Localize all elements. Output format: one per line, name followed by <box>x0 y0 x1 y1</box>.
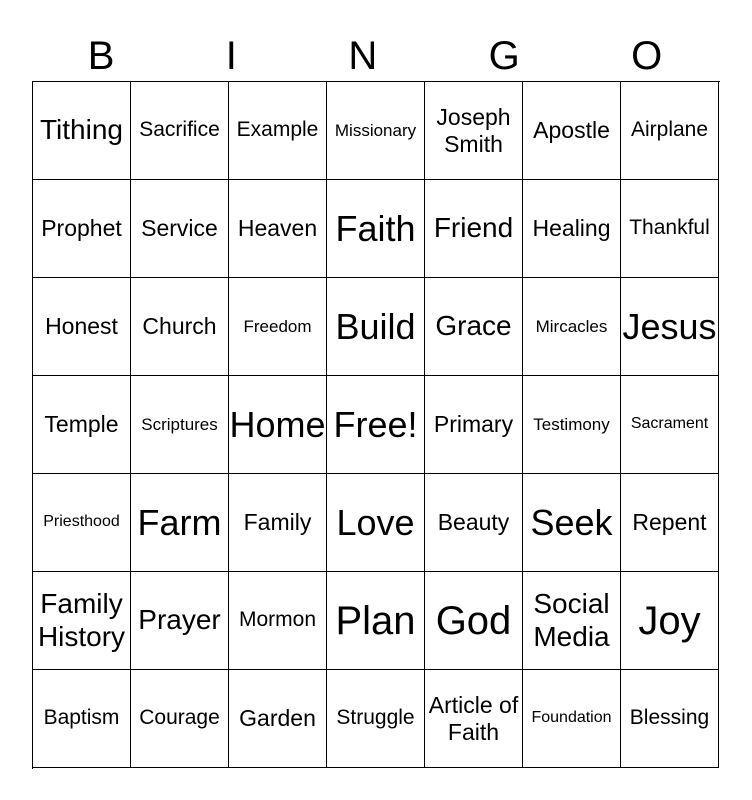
bingo-cell-text: Joy <box>638 598 701 643</box>
bingo-cell-text: Struggle <box>336 706 415 730</box>
bingo-cell-text: Farm <box>137 501 222 543</box>
bingo-cell-text: Friend <box>433 212 514 244</box>
bingo-cell[interactable] <box>33 82 131 180</box>
bingo-cell[interactable] <box>131 180 229 278</box>
bingo-cell-text: Blessing <box>629 706 710 730</box>
bingo-cell[interactable] <box>523 572 621 670</box>
bingo-cell-text: Temple <box>44 411 119 438</box>
bingo-cell-text: Free! <box>333 403 418 445</box>
header-letter-i: I <box>225 34 237 78</box>
bingo-cell[interactable] <box>621 278 719 376</box>
bingo-cell[interactable] <box>327 572 425 670</box>
bingo-cell-text: Courage <box>139 706 220 730</box>
bingo-cell-text: Build <box>335 305 416 347</box>
bingo-cell-text: Family <box>243 509 312 536</box>
bingo-cell[interactable] <box>425 474 523 572</box>
bingo-cell-text: Example <box>236 118 319 142</box>
bingo-cell-text: Beauty <box>437 509 510 536</box>
bingo-cell[interactable] <box>327 670 425 768</box>
bingo-cell-text: Mircacles <box>535 316 608 336</box>
bingo-cell[interactable] <box>425 180 523 278</box>
bingo-cell-text: Love <box>336 501 415 543</box>
bingo-cell-text: Church <box>142 313 217 340</box>
bingo-cell[interactable] <box>33 376 131 474</box>
bingo-cell-text: Seek <box>530 501 613 543</box>
bingo-cell[interactable] <box>621 376 719 474</box>
bingo-cell-text: Article of Faith <box>428 692 519 745</box>
bingo-cell-text: Tithing <box>39 114 123 146</box>
bingo-cell-text: Sacrament <box>630 415 709 433</box>
bingo-cell-text: Prayer <box>138 604 221 636</box>
bingo-cell[interactable] <box>523 670 621 768</box>
bingo-cell[interactable] <box>621 572 719 670</box>
bingo-cell-text: Grace <box>435 310 512 342</box>
bingo-cell-text: Apostle <box>533 117 610 144</box>
bingo-cell-text: Airplane <box>630 118 709 142</box>
bingo-cell-text: Garden <box>239 705 316 732</box>
bingo-cell[interactable] <box>327 180 425 278</box>
bingo-cell-text: Testimony <box>533 414 610 434</box>
bingo-cell-text: Repent <box>632 509 707 536</box>
bingo-cell-text: Freedom <box>243 316 312 336</box>
bingo-cell-text: Baptism <box>43 706 120 730</box>
bingo-cell-text: God <box>435 598 512 643</box>
bingo-cell-text: Social Media <box>533 588 610 652</box>
bingo-cell-text: Heaven <box>237 215 318 242</box>
bingo-cell-text: Faith <box>335 207 416 249</box>
bingo-card-grid <box>32 81 720 769</box>
bingo-cell[interactable] <box>131 376 229 474</box>
bingo-cell[interactable] <box>621 82 719 180</box>
bingo-cell[interactable] <box>621 180 719 278</box>
bingo-cell-text: Jesus <box>622 305 717 347</box>
bingo-cell[interactable] <box>229 670 327 768</box>
bingo-cell-text: Prophet <box>41 215 122 242</box>
bingo-cell[interactable] <box>425 670 523 768</box>
bingo-cell-text: Missionary <box>334 120 417 140</box>
bingo-cell[interactable] <box>229 376 327 474</box>
bingo-cell[interactable] <box>327 376 425 474</box>
bingo-cell[interactable] <box>131 572 229 670</box>
bingo-cell[interactable] <box>621 670 719 768</box>
bingo-cell[interactable] <box>33 180 131 278</box>
bingo-cell-text: Mormon <box>238 608 317 632</box>
bingo-cell-text: Foundation <box>531 709 612 727</box>
bingo-cell-text: Scriptures <box>141 414 218 434</box>
bingo-cell[interactable] <box>425 376 523 474</box>
bingo-cell[interactable] <box>33 278 131 376</box>
bingo-cell-text: Service <box>141 215 218 242</box>
bingo-cell[interactable] <box>131 82 229 180</box>
bingo-cell-text: Priesthood <box>43 513 120 531</box>
bingo-cell[interactable] <box>33 474 131 572</box>
bingo-cell[interactable] <box>33 670 131 768</box>
bingo-cell[interactable] <box>425 572 523 670</box>
bingo-cell-text: Primary <box>433 411 514 438</box>
bingo-cell-text: Honest <box>45 313 118 340</box>
bingo-cell[interactable] <box>523 82 621 180</box>
bingo-cell-text: Plan <box>335 598 416 643</box>
bingo-cell-text: Thankful <box>629 216 710 240</box>
bingo-cell[interactable] <box>229 82 327 180</box>
bingo-cell[interactable] <box>425 82 523 180</box>
bingo-cell[interactable] <box>131 278 229 376</box>
bingo-cell[interactable] <box>327 278 425 376</box>
header-letter-o: O <box>631 34 663 78</box>
bingo-cell[interactable] <box>523 180 621 278</box>
bingo-cell[interactable] <box>131 474 229 572</box>
bingo-cell[interactable] <box>523 278 621 376</box>
header-letter-g: G <box>488 34 520 78</box>
bingo-cell-text: Sacrifice <box>139 118 220 142</box>
bingo-cell[interactable] <box>131 670 229 768</box>
bingo-cell[interactable] <box>327 474 425 572</box>
header-letter-b: B <box>87 34 115 78</box>
bingo-cell-text: Healing <box>532 215 611 242</box>
bingo-cell[interactable] <box>523 376 621 474</box>
bingo-cell[interactable] <box>229 278 327 376</box>
bingo-cell-text: Joseph Smith <box>436 104 511 157</box>
bingo-header <box>32 30 718 82</box>
bingo-cell-text: Home <box>229 403 326 445</box>
bingo-cell-text: Family History <box>37 588 126 652</box>
header-letter-n: N <box>348 34 378 78</box>
bingo-cell[interactable] <box>33 572 131 670</box>
bingo-cell[interactable] <box>229 572 327 670</box>
bingo-cell[interactable] <box>229 180 327 278</box>
bingo-cell[interactable] <box>229 474 327 572</box>
bingo-cell[interactable] <box>425 278 523 376</box>
bingo-cell[interactable] <box>327 82 425 180</box>
bingo-cell[interactable] <box>621 474 719 572</box>
bingo-cell[interactable] <box>523 474 621 572</box>
